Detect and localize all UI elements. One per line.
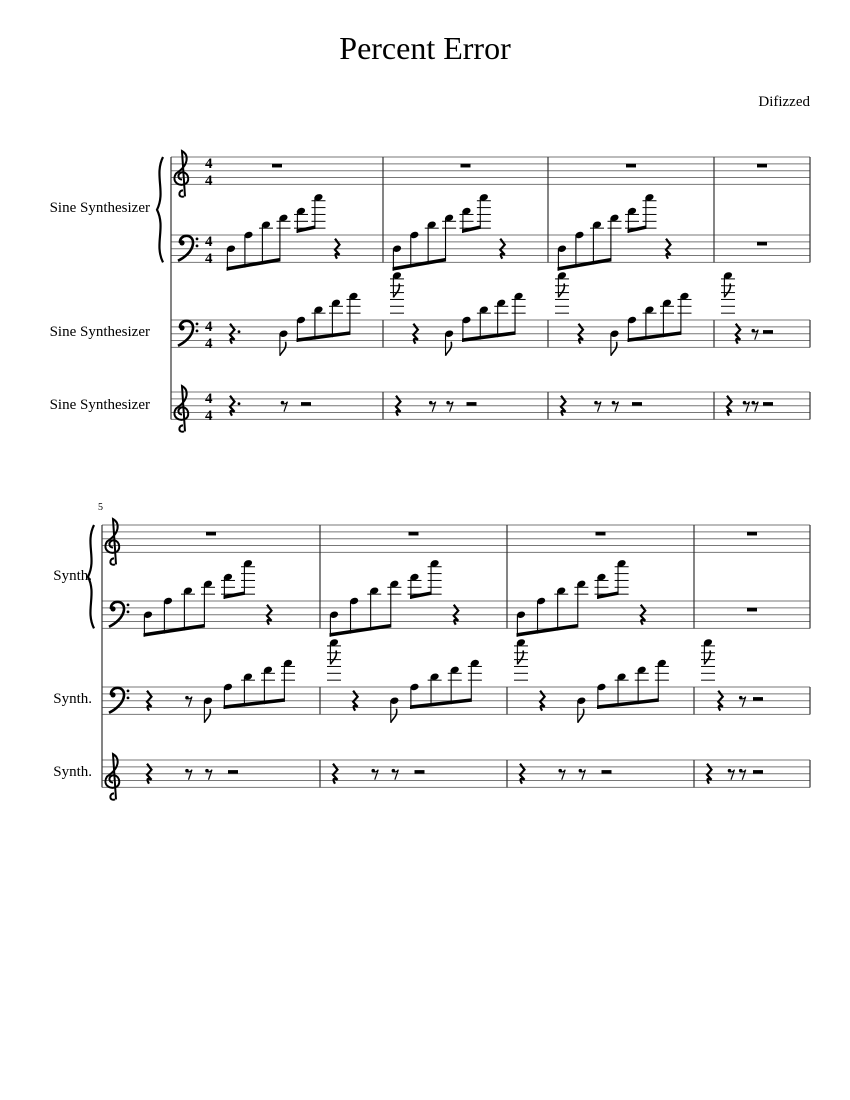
whole-rest-icon <box>409 532 419 536</box>
beam <box>144 624 205 637</box>
bass-clef-dot <box>110 606 115 611</box>
piano-brace-icon <box>88 525 94 628</box>
whole-rest-icon <box>757 164 767 168</box>
piano-brace-icon <box>157 157 163 262</box>
part-label-3: Sine Synthesizer <box>49 397 150 413</box>
whole-rest-icon <box>461 164 471 168</box>
score-title: Percent Error <box>339 30 511 66</box>
beam <box>628 225 647 233</box>
beam <box>330 624 391 637</box>
bass-clef-dot <box>196 237 199 240</box>
time-signature-beats: 4 <box>205 156 213 172</box>
beam <box>224 591 245 599</box>
bass-clef-dot <box>196 329 199 332</box>
part-short-label-3: Synth. <box>53 764 92 780</box>
rest-dot <box>238 402 241 405</box>
time-signature-beats: 4 <box>205 319 213 335</box>
composer-name: Difizzed <box>758 94 810 110</box>
half-rest-icon <box>753 770 763 774</box>
bass-clef-dot <box>127 610 130 613</box>
measure-number: 5 <box>98 502 103 513</box>
half-rest-icon <box>763 402 773 406</box>
time-signature-beats: 4 <box>205 391 213 407</box>
rest-dot <box>238 330 241 333</box>
half-rest-icon <box>301 402 311 406</box>
note-flag <box>578 709 584 723</box>
whole-rest-icon <box>206 532 216 536</box>
whole-rest-icon <box>272 164 282 168</box>
time-signature-beats: 4 <box>205 234 213 250</box>
bass-clef-dot <box>127 689 130 692</box>
whole-rest-icon <box>747 532 757 536</box>
bass-clef-dot <box>127 603 130 606</box>
note-flag <box>280 342 286 356</box>
bass-clef-dot <box>196 322 199 325</box>
half-rest-icon <box>467 402 477 406</box>
beam <box>297 225 316 233</box>
part-label-piano: Sine Synthesizer <box>49 200 150 216</box>
bass-clef-dot <box>110 692 115 697</box>
note-flag <box>611 342 617 356</box>
time-signature-beat-type: 4 <box>205 173 213 189</box>
beam <box>227 258 281 271</box>
beam <box>558 258 612 271</box>
time-signature-beat-type: 4 <box>205 408 213 424</box>
half-rest-icon <box>763 330 773 334</box>
half-rest-icon <box>415 770 425 774</box>
part-short-label-2: Synth. <box>53 691 92 707</box>
time-signature-beat-type: 4 <box>205 336 213 352</box>
bass-clef-dot <box>196 244 199 247</box>
beam <box>517 624 578 637</box>
treble-clef-icon <box>174 151 188 197</box>
note-flag <box>391 709 397 723</box>
whole-rest-icon <box>747 608 757 612</box>
bass-clef-dot <box>179 325 184 330</box>
time-signature-beat-type: 4 <box>205 251 213 267</box>
beam <box>462 225 480 233</box>
half-rest-icon <box>602 770 612 774</box>
part-short-label-piano: Synth. <box>53 568 92 584</box>
half-rest-icon <box>753 697 763 701</box>
treble-clef-icon <box>105 519 119 565</box>
bass-clef-dot <box>127 696 130 699</box>
part-label-2: Sine Synthesizer <box>49 324 150 340</box>
note-flag <box>446 342 452 356</box>
half-rest-icon <box>228 770 238 774</box>
treble-clef-icon <box>105 754 119 800</box>
whole-rest-icon <box>596 532 606 536</box>
beam <box>393 258 446 271</box>
beam <box>597 591 618 599</box>
note-flag <box>204 709 210 723</box>
treble-clef-icon <box>174 386 188 432</box>
whole-rest-icon <box>757 242 767 246</box>
beam <box>410 591 431 599</box>
whole-rest-icon <box>626 164 636 168</box>
bass-clef-dot <box>179 240 184 245</box>
half-rest-icon <box>632 402 642 406</box>
